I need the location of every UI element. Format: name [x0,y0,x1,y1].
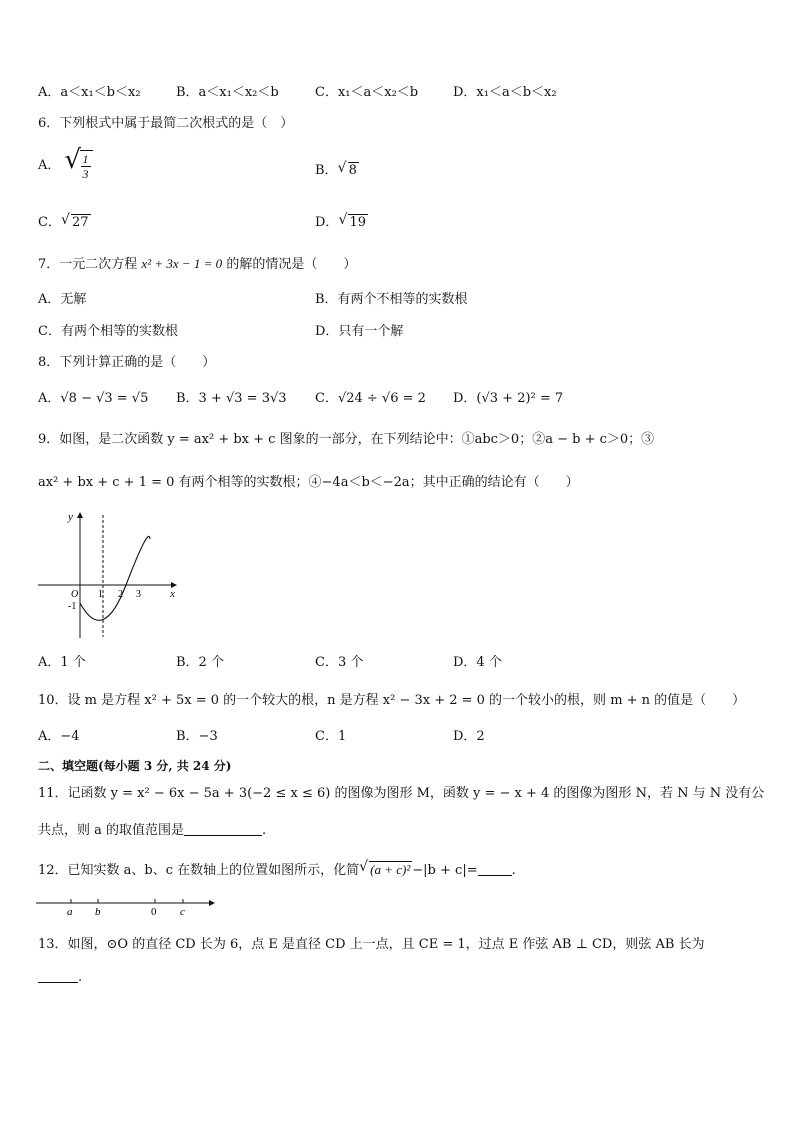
q8-option-b: B．3 + √3 = 3√3 [176,391,287,406]
q13-stem-line2 [38,970,82,984]
q10-option-b: B．−3 [176,729,218,744]
q9-tick-neg1: -1 [68,601,77,612]
q13-answer-blank [38,970,78,983]
q7-stem-prefix: 7．一元二次方程 [38,257,138,272]
q7-option-d: D．只有一个解 [315,324,404,339]
q8-stem: 8．下列计算正确的是（ ） [38,355,216,370]
q6-option-b-radicand: 8 [348,163,357,178]
q11-stem-line2 [38,823,266,837]
q9-x-label: x [170,588,175,600]
q10-stem: 10．设 m 是方程 x² + 5x = 0 的一个较大的根，n 是方程 x² − 3x + 2 = 0 的一个较小的根，则 m + n 的值是（ ） [38,693,746,708]
q7-stem-suffix: 的解的情况是（ ） [226,257,357,272]
q6-option-c-radicand: 27 [71,215,89,230]
q9-tick-3: 3 [136,589,141,600]
q8-option-d: D．(√3 + 2)² = 7 [453,391,564,406]
q9-option-c: C．3 个 [315,655,364,670]
q6-option-c: C． √ 27 [38,212,89,230]
q9-stem-line2: ax² + bx + c + 1 = 0 有两个相等的实数根；④−4a＜b＜−2a；其中正确的结论有（ ） [38,475,579,490]
q11-stem-line2-suffix: . [262,823,267,838]
q9-origin-label: O [71,589,79,600]
section-2-title: 二、填空题(每小题 3 分, 共 24 分) [38,759,232,773]
q6-option-d: D． √ 19 [315,212,366,230]
q6-option-b-label: B． [315,163,338,178]
q6-option-b: B． √ 8 [315,160,357,178]
q6-option-d-label: D． [315,215,339,230]
q5-option-d: D．x₁＜a＜b＜x₂ [453,85,557,100]
q9-parabola-curve [80,536,150,620]
q12-label-a: a [67,906,73,918]
q6-option-c-label: C． [38,215,61,230]
q9-parabola-graph [30,505,190,645]
q6-stem: 6．下列根式中属于最简二次根式的是（ ） [38,116,294,131]
q12-radical: √ (a + c)² [359,859,411,877]
q8-option-a: A．√8 − √3 = √5 [38,391,149,406]
q6-option-d-radicand: 19 [349,215,366,230]
q6-option-a-denominator: 3 [82,167,89,181]
q6-option-a-numerator: 1 [82,152,89,166]
q9-option-d: D．4 个 [453,655,502,670]
q6-option-a [38,145,93,181]
q9-y-label: y [68,511,73,523]
q7-option-c: C．有两个相等的实数根 [38,324,178,339]
q10-option-d: D．2 [453,729,485,744]
q12-stem-prefix: 12．已知实数 a、b、c 在数轴上的位置如图所示，化简 [38,863,360,878]
q12-stem [38,861,516,877]
q12-number-line [34,892,220,918]
q10-option-c: C．1 [315,729,347,744]
q6-option-a-label: A． [38,158,61,173]
q12-label-b: b [95,906,101,918]
q5-option-c: C．x₁＜a＜x₂＜b [315,85,419,100]
q7-equation: x² + 3x − 1 = 0 [141,256,223,271]
q13-stem-line2-suffix: . [78,970,83,985]
q12-stem-middle: −|b + c|= [412,863,478,878]
q12-label-c: c [180,906,185,918]
q12-label-zero: 0 [151,906,157,918]
q11-stem-line1: 11．记函数 y = x² − 6x − 5a + 3(−2 ≤ x ≤ 6) 的图像为图形 M，函数 y = − x + 4 的图像为图形 N，若 N 与 N 没有公 [38,786,765,801]
q13-stem-line1: 13．如图，⊙O 的直径 CD 长为 6，点 E 是直径 CD 上一点，且 CE = 1，过点 E 作弦 AB ⊥ CD，则弦 AB 长为 [38,937,705,952]
q5-option-b: B．a＜x₁＜x₂＜b [176,85,279,100]
q7-stem [38,257,356,271]
q12-stem-suffix: . [511,863,516,878]
q7-option-a: A．无解 [38,292,87,307]
q9-tick-2: 2 [118,589,123,600]
q9-stem-line1: 9．如图，是二次函数 y = ax² + bx + c 图象的一部分，在下列结论中：①abc＞0；②a − b + c＞0；③ [38,432,655,447]
q8-option-c: C．√24 ÷ √6 = 2 [315,391,426,406]
q11-answer-blank [184,823,262,836]
q9-option-b: B．2 个 [176,655,224,670]
q12-answer-blank [478,863,512,876]
q6-option-a-radical: √ $\frac{1}{3}$ [65,150,93,181]
q12-radicand: (a + c)² [370,862,411,877]
q7-option-b: B．有两个不相等的实数根 [315,292,468,307]
q9-option-a: A．1 个 [38,655,86,670]
q10-option-a: A．−4 [38,729,80,744]
q9-tick-1: 1 [98,589,103,600]
q11-stem-line2-prefix: 共点，则 a 的取值范围是 [38,823,185,838]
q5-option-a: A．a＜x₁＜b＜x₂ [38,85,141,100]
